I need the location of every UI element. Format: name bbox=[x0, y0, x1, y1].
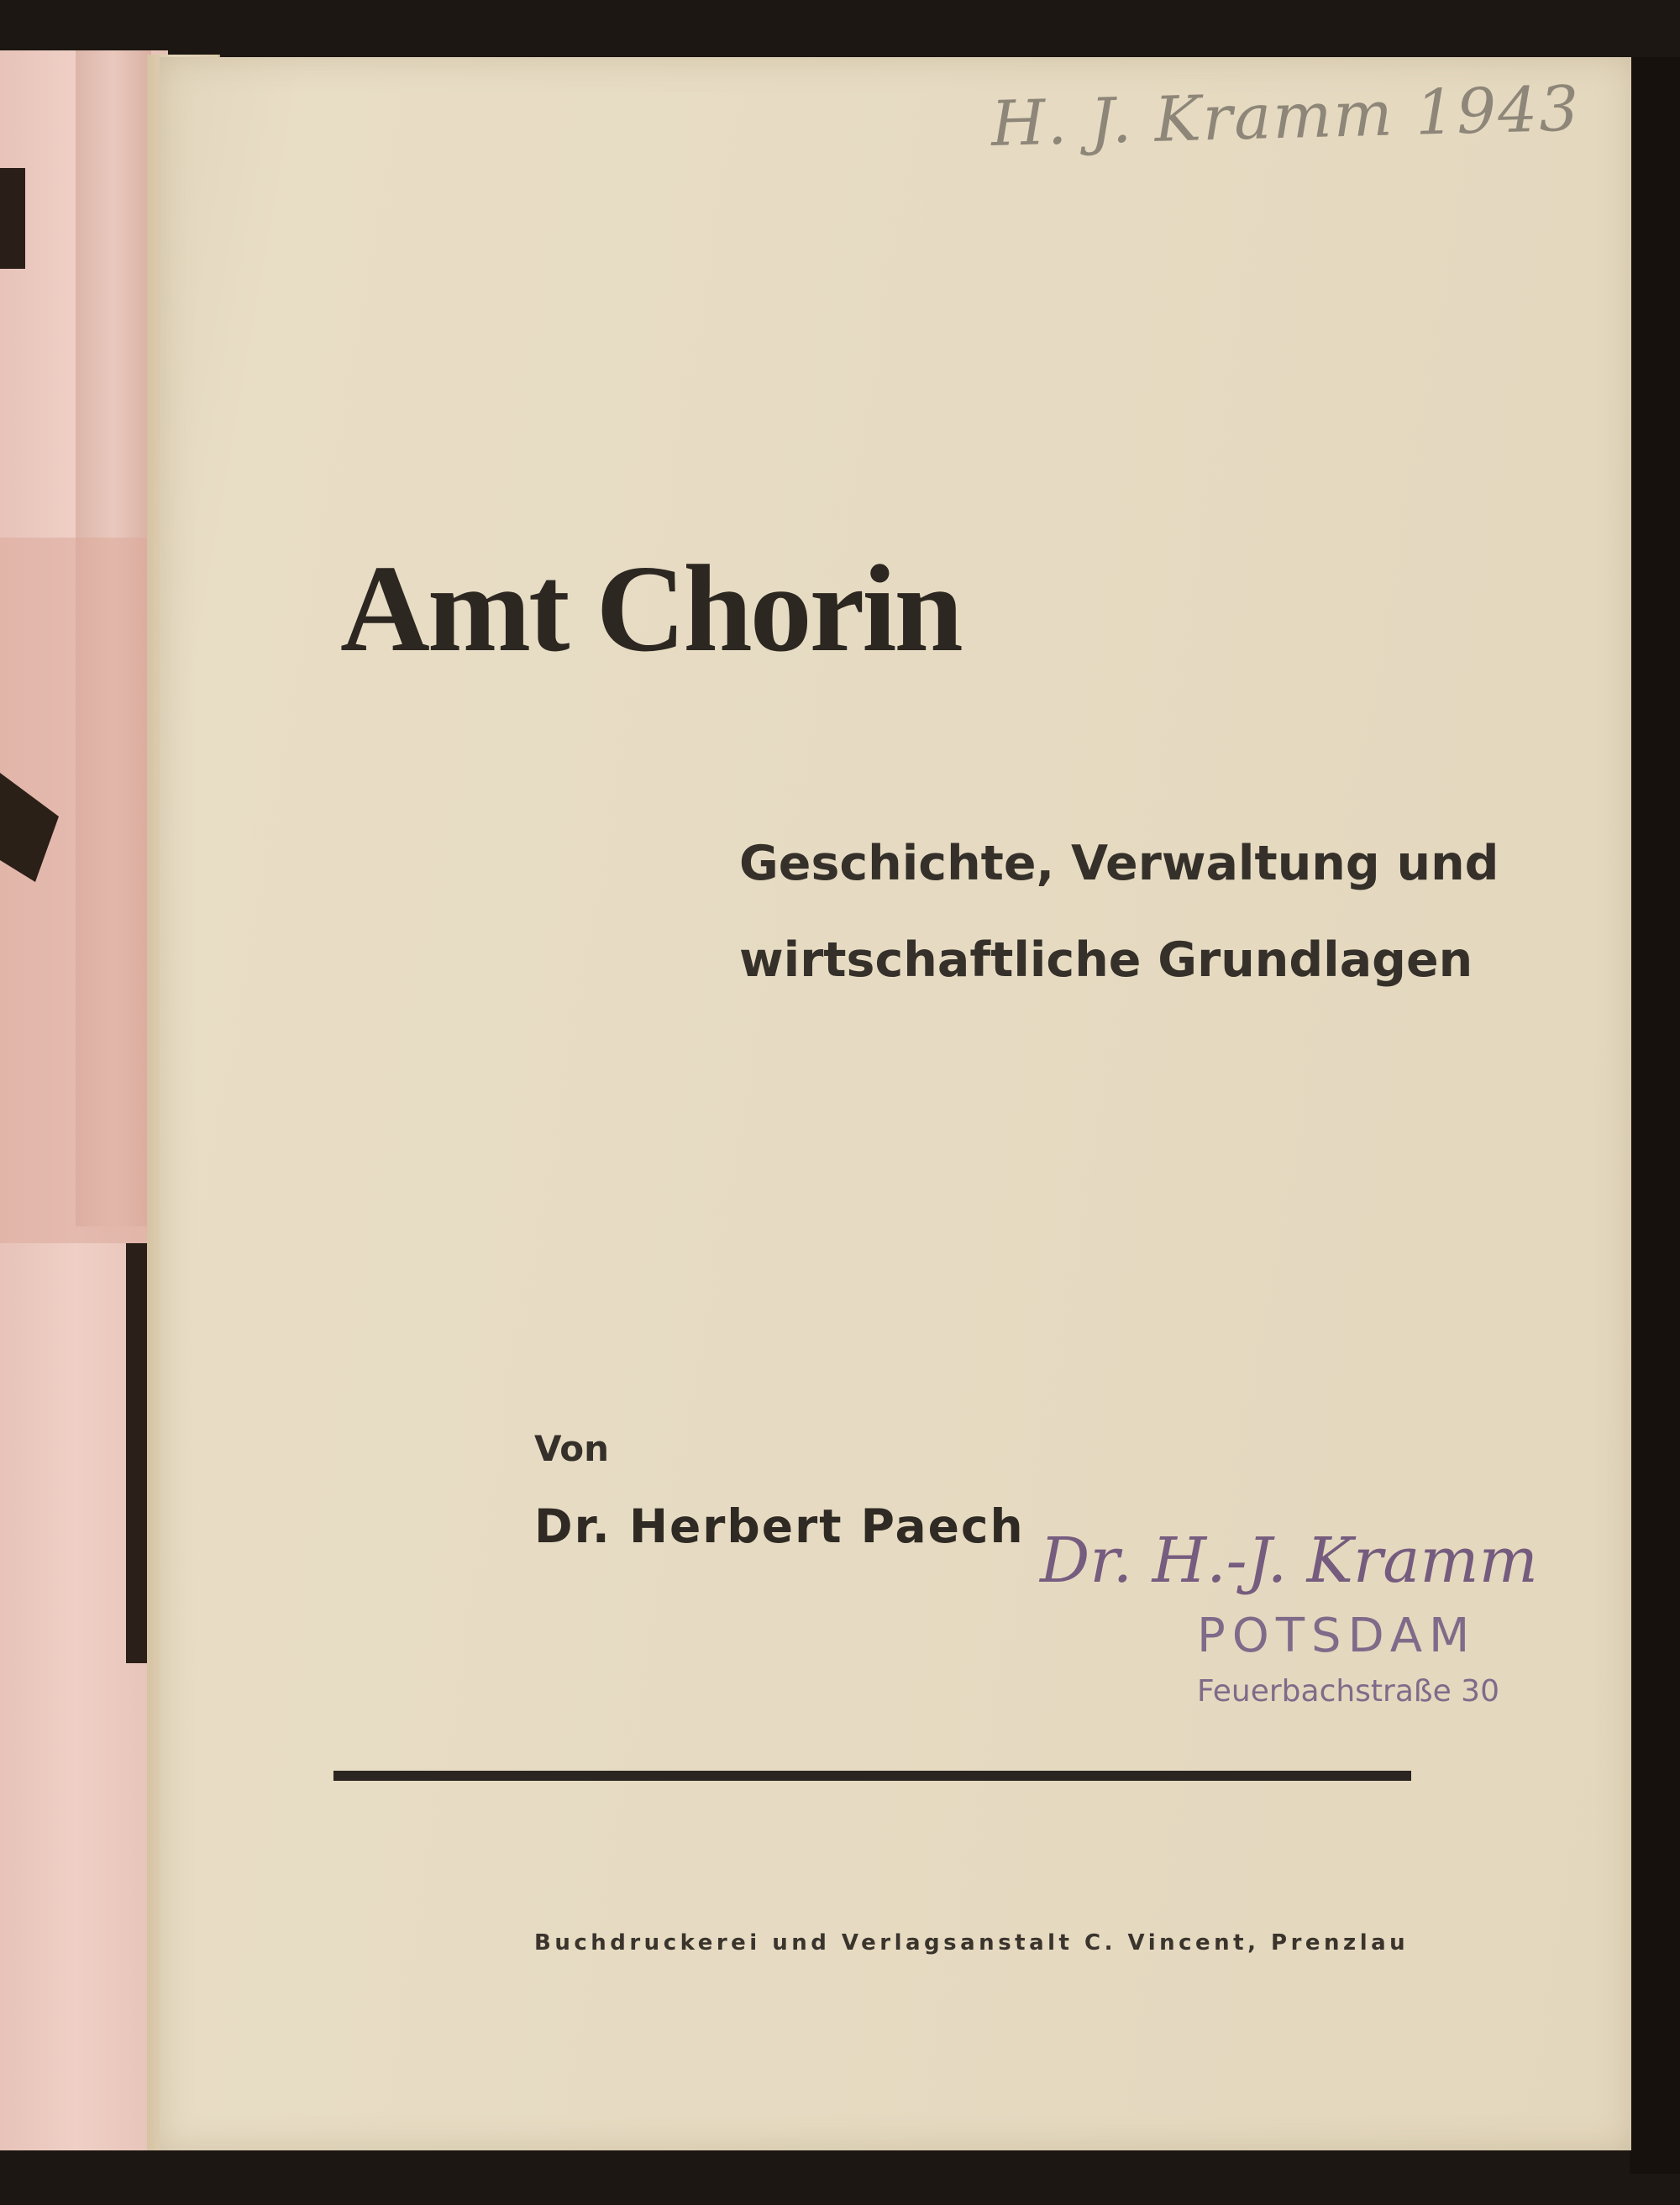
author-name: Dr. Herbert Paech bbox=[534, 1499, 1025, 1553]
horizontal-rule bbox=[333, 1771, 1411, 1781]
background-edge bbox=[1630, 57, 1680, 2174]
cover-tear-gap bbox=[0, 168, 25, 269]
by-label: Von bbox=[534, 1428, 609, 1469]
handwritten-owner-note: H. J. Kramm 1943 bbox=[990, 72, 1582, 160]
book-title: Amt Chorin bbox=[340, 540, 961, 678]
stamp-owner-name: Dr. H.-J. Kramm bbox=[1040, 1525, 1538, 1597]
publisher-line: Buchdruckerei und Verlagsanstalt C. Vincent, Prenzlau bbox=[534, 1930, 1410, 1956]
stamp-city: POTSDAM bbox=[1197, 1609, 1477, 1663]
subtitle-line-1: Geschichte, Verwaltung und bbox=[739, 836, 1499, 891]
stamp-street: Feuerbachstraße 30 bbox=[1197, 1674, 1499, 1709]
subtitle-line-2: wirtschaftliche Grundlagen bbox=[739, 932, 1473, 988]
title-page bbox=[160, 57, 1631, 2150]
